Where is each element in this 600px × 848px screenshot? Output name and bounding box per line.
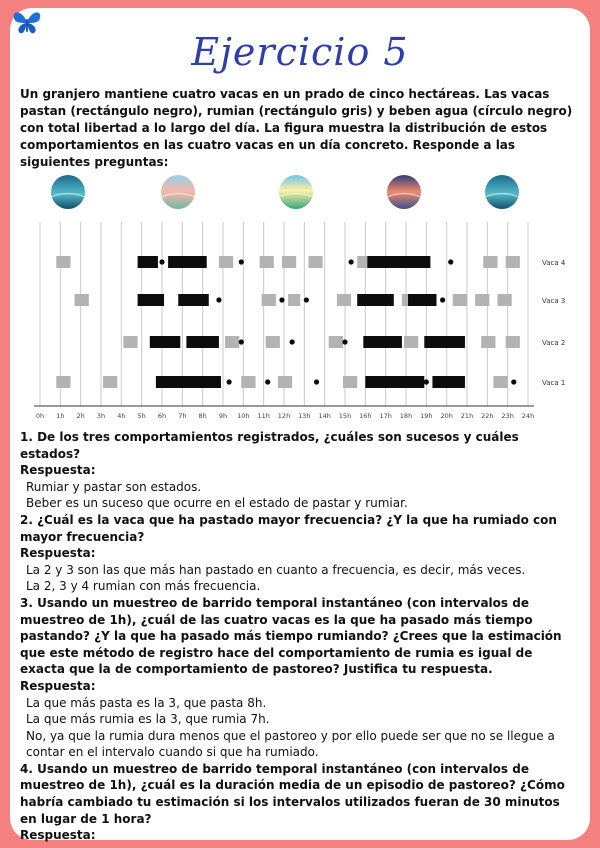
beber-dot xyxy=(349,259,354,264)
pastar-bar xyxy=(178,294,209,306)
beber-dot xyxy=(227,379,232,384)
x-tick-label: 2h xyxy=(76,412,85,420)
pastar-bar xyxy=(168,256,207,268)
rumiar-bar xyxy=(278,376,292,388)
rumiar-bar xyxy=(288,294,300,306)
beber-dot xyxy=(290,339,295,344)
x-tick-label: 3h xyxy=(96,412,106,420)
pastar-bar xyxy=(156,376,221,388)
rumiar-bar xyxy=(56,376,70,388)
x-tick-label: 15h xyxy=(338,412,352,420)
rumiar-bar xyxy=(329,336,343,348)
x-tick-label: 1h xyxy=(56,412,65,420)
answer-line: No, ya que la rumia dura menos que el pastoreo y por ello puede ser que no se llegue a contar en el intervalo cuando si que ha rumiado. xyxy=(26,728,555,760)
question-3: 3. Usando un muestreo de barrido temporal instantáneo (con intervalos de muestreo de 1h), ¿cuál de las cuatro vacas es la que ha pasado más tiempo pastando? ¿Y la que ha pasado más tiempo rumiando? ¿Crees que la estimación que este método de registro hace del comportamiento de rumia es igual de exacta que la de comportamiento de pastoreo? Justifica tu respuesta. xyxy=(20,595,562,677)
pastar-bar xyxy=(432,376,465,388)
x-tick-label: 8h xyxy=(198,412,207,420)
x-tick-label: 14h xyxy=(318,412,331,420)
rumiar-bar xyxy=(481,336,495,348)
pastar-bar xyxy=(186,336,219,348)
x-tick-label: 13h xyxy=(298,412,311,420)
row-label: Vaca 1 xyxy=(542,379,566,387)
pastar-bar xyxy=(363,336,402,348)
x-tick-label: 10h xyxy=(237,412,250,420)
rumiar-bar xyxy=(103,376,117,388)
rumiar-bar xyxy=(483,256,497,268)
pastar-bar xyxy=(150,336,181,348)
x-tick-label: 22h xyxy=(481,412,494,420)
rumiar-bar xyxy=(266,336,280,348)
day-sky-icon xyxy=(279,175,313,209)
x-tick-label: 23h xyxy=(501,412,514,420)
rumiar-bar xyxy=(506,336,520,348)
x-tick-label: 17h xyxy=(379,412,392,420)
rumiar-bar xyxy=(56,256,70,268)
question-2: 2. ¿Cuál es la vaca que ha pastado mayor frecuencia? ¿Y la que ha rumiado con mayor frecuencia? xyxy=(20,512,557,544)
answer-line: La que más rumia es la 3, que rumia 7h. xyxy=(26,712,270,727)
pastar-bar xyxy=(367,256,430,268)
x-tick-label: 4h xyxy=(117,412,126,420)
questions-section xyxy=(20,429,580,844)
answer-line: Rumiar y pastar son estados. xyxy=(26,479,202,494)
rumiar-bar xyxy=(475,294,489,306)
pastar-bar xyxy=(138,294,164,306)
rumiar-bar xyxy=(493,376,507,388)
rumiar-bar xyxy=(498,294,512,306)
x-tick-label: 21h xyxy=(460,412,474,420)
x-tick-label: 12h xyxy=(277,412,291,420)
rumiar-bar xyxy=(262,294,276,306)
beber-dot xyxy=(511,379,516,384)
intro-text: Un granjero mantiene cuatro vacas en un prado de cinco hectáreas. Las vacas pastan (rectángulo negro), rumian (rectángulo gris) y beben agua (círculo negro) con total libertad a lo largo del día. La figura muestra la distribución de estos comportamientos en las cuatro vacas en un día concreto. Responde a las siguientes preguntas: xyxy=(20,87,573,169)
rumiar-bar xyxy=(404,336,418,348)
behavior-timeline-chart xyxy=(20,170,580,422)
x-tick-label: 24h xyxy=(521,412,535,420)
pastar-bar xyxy=(408,294,436,306)
x-tick-label: 5h xyxy=(137,412,146,420)
rumiar-bar xyxy=(219,256,233,268)
rumiar-bar xyxy=(337,294,351,306)
row-label: Vaca 2 xyxy=(542,339,566,347)
beber-dot xyxy=(239,259,244,264)
x-tick-label: 16h xyxy=(359,412,372,420)
x-tick-label: 7h xyxy=(178,412,187,420)
beber-dot xyxy=(239,339,244,344)
answer-line: La 2, 3 y 4 rumian con más frecuencia. xyxy=(26,579,261,594)
rumiar-bar xyxy=(241,376,255,388)
answer-line: La que más pasta es la 3, que pasta 8h. xyxy=(26,695,267,710)
answer-line: Beber es un suceso que ocurre en el estado de pastar y rumiar. xyxy=(26,496,408,511)
rumiar-bar xyxy=(75,294,89,306)
beber-dot xyxy=(314,379,319,384)
x-tick-label: 0h xyxy=(35,412,45,420)
beber-dot xyxy=(440,297,445,302)
answer-label: Respuesta: xyxy=(20,546,96,561)
x-tick-label: 9h xyxy=(218,412,228,420)
rumiar-bar xyxy=(506,256,520,268)
rumiar-bar xyxy=(282,256,296,268)
beber-dot xyxy=(342,339,347,344)
sunset-icon xyxy=(387,175,421,209)
answer-label: Respuesta: xyxy=(20,828,96,843)
pastar-bar xyxy=(357,294,394,306)
page-title: Ejercicio 5 xyxy=(191,30,409,74)
sunrise-icon xyxy=(161,175,195,209)
question-1: 1. De los tres comportamientos registrados, ¿cuáles son sucesos y cuáles estados? xyxy=(20,430,519,461)
beber-dot xyxy=(265,379,270,384)
question-4: 4. Usando un muestreo de barrido temporal instantáneo (con intervalos de muestreo de 1h), ¿cuál es la duración media de un episodio de pastoreo? ¿Cómo habría cambiado tu estimación si los intervalos utilizados fueran de 30 minutos en lugar de 1 hora? xyxy=(20,761,565,826)
x-tick-label: 11h xyxy=(257,412,270,420)
row-label: Vaca 3 xyxy=(542,297,566,305)
pastar-bar xyxy=(138,256,158,268)
x-tick-label: 20h xyxy=(440,412,453,420)
x-tick-label: 18h xyxy=(399,412,413,420)
night-sky-icon xyxy=(485,175,519,209)
beber-dot xyxy=(279,297,284,302)
night-sky-icon xyxy=(51,175,85,209)
x-tick-label: 6h xyxy=(157,412,167,420)
x-tick-label: 19h xyxy=(420,412,433,420)
beber-dot xyxy=(424,379,429,384)
row-label: Vaca 4 xyxy=(542,259,566,267)
rumiar-bar xyxy=(453,294,467,306)
beber-dot xyxy=(216,297,221,302)
answer-label: Respuesta: xyxy=(20,678,96,693)
pastar-bar xyxy=(365,376,424,388)
rumiar-bar xyxy=(308,256,322,268)
answer-label: Respuesta: xyxy=(20,463,96,478)
beber-dot xyxy=(159,259,164,264)
rumiar-bar xyxy=(123,336,137,348)
rumiar-bar xyxy=(343,376,357,388)
rumiar-bar xyxy=(260,256,274,268)
beber-dot xyxy=(448,259,453,264)
beber-dot xyxy=(304,297,309,302)
answer-line: La 2 y 3 son las que más han pastado en cuanto a frecuencia, es decir, más veces. xyxy=(26,562,526,577)
pastar-bar xyxy=(424,336,465,348)
rumiar-bar xyxy=(225,336,239,348)
